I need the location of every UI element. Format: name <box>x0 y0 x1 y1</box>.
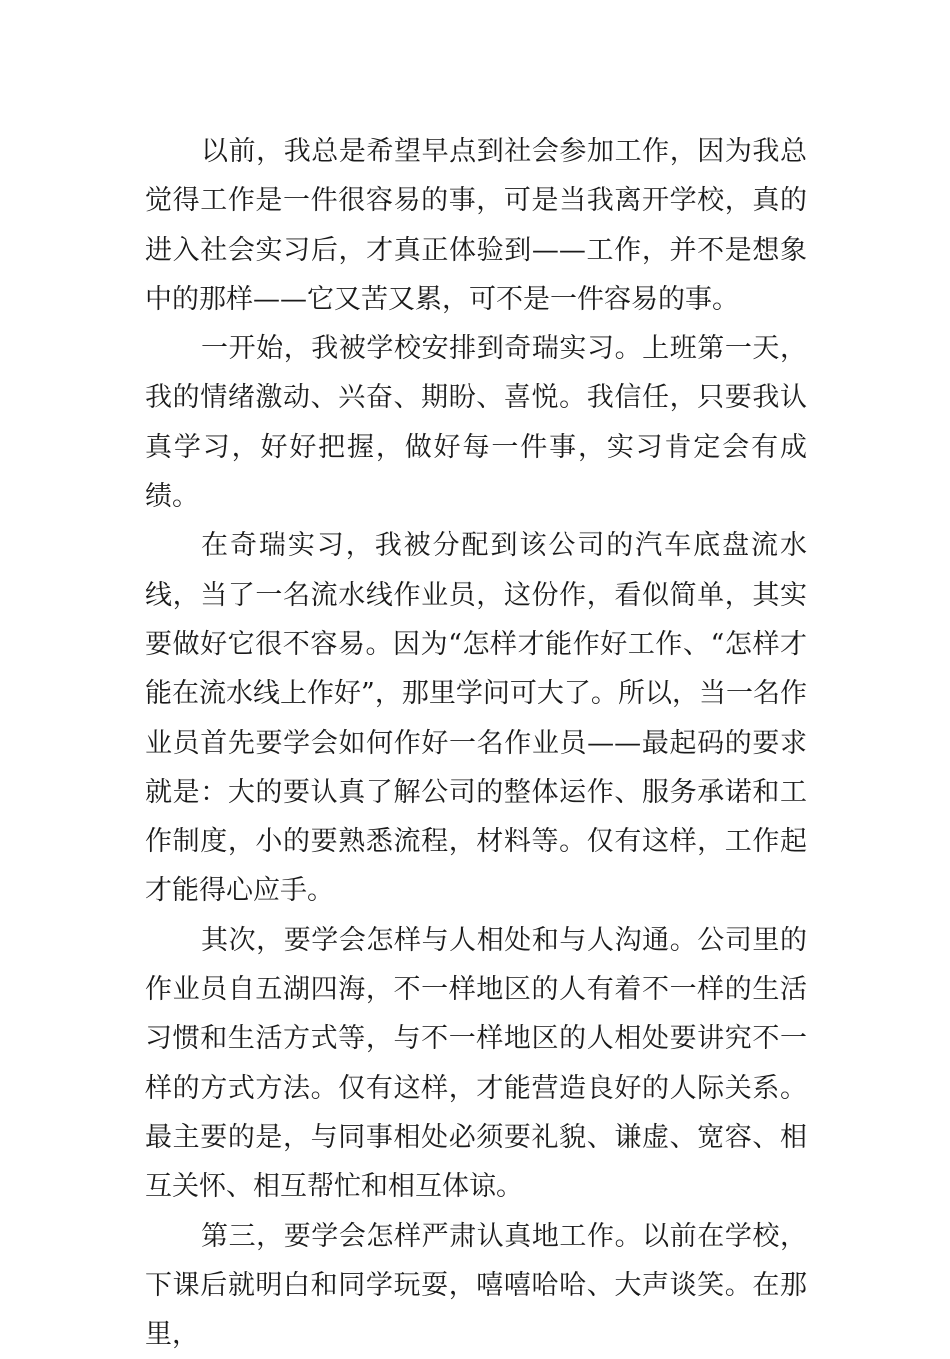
paragraph-4: 其次，要学会怎样与人相处和与人沟通。公司里的作业员自五湖四海，不一样地区的人有着不一样的生活习惯和生活方式等，与不一样地区的人相处要讲究不一样的方式方法。仅有这样，才能营造良好的人际关系。最主要的是，与同事相处必须要礼貌、谦虚、宽容、相互关怀、相互帮忙和相互体谅。 <box>145 924 807 1203</box>
document-body <box>145 127 807 1359</box>
paragraph-3: 在奇瑞实习，我被分配到该公司的汽车底盘流水线，当了一名流水线作业员，这份作，看似简单，其实要做好它很不容易。因为“怎样才能作好工作、“怎样才能在流水线上作好”，那里学问可大了。所以，当一名作业员首先要学会如何作好一名作业员——最起码的要求就是：大的要认真了解公司的整体运作、服务承诺和工作制度，小的要熟悉流程，材料等。仅有这样，工作起才能得心应手。 <box>145 530 807 907</box>
paragraph-1: 以前，我总是希望早点到社会参加工作，因为我总觉得工作是一件很容易的事，可是当我离开学校，真的进入社会实习后，才真正体验到——工作，并不是想象中的那样——它又苦又累，可不是一件容易的事。 <box>145 136 807 315</box>
paragraph-5: 第三，要学会怎样严肃认真地工作。以前在学校，下课后就明白和同学玩耍，嘻嘻哈哈、大声谈笑。在那里， <box>145 1220 807 1351</box>
paragraph-2: 一开始，我被学校安排到奇瑞实习。上班第一天，我的情绪激动、兴奋、期盼、喜悦。我信任，只要我认真学习，好好把握，做好每一件事，实习肯定会有成绩。 <box>145 333 807 513</box>
